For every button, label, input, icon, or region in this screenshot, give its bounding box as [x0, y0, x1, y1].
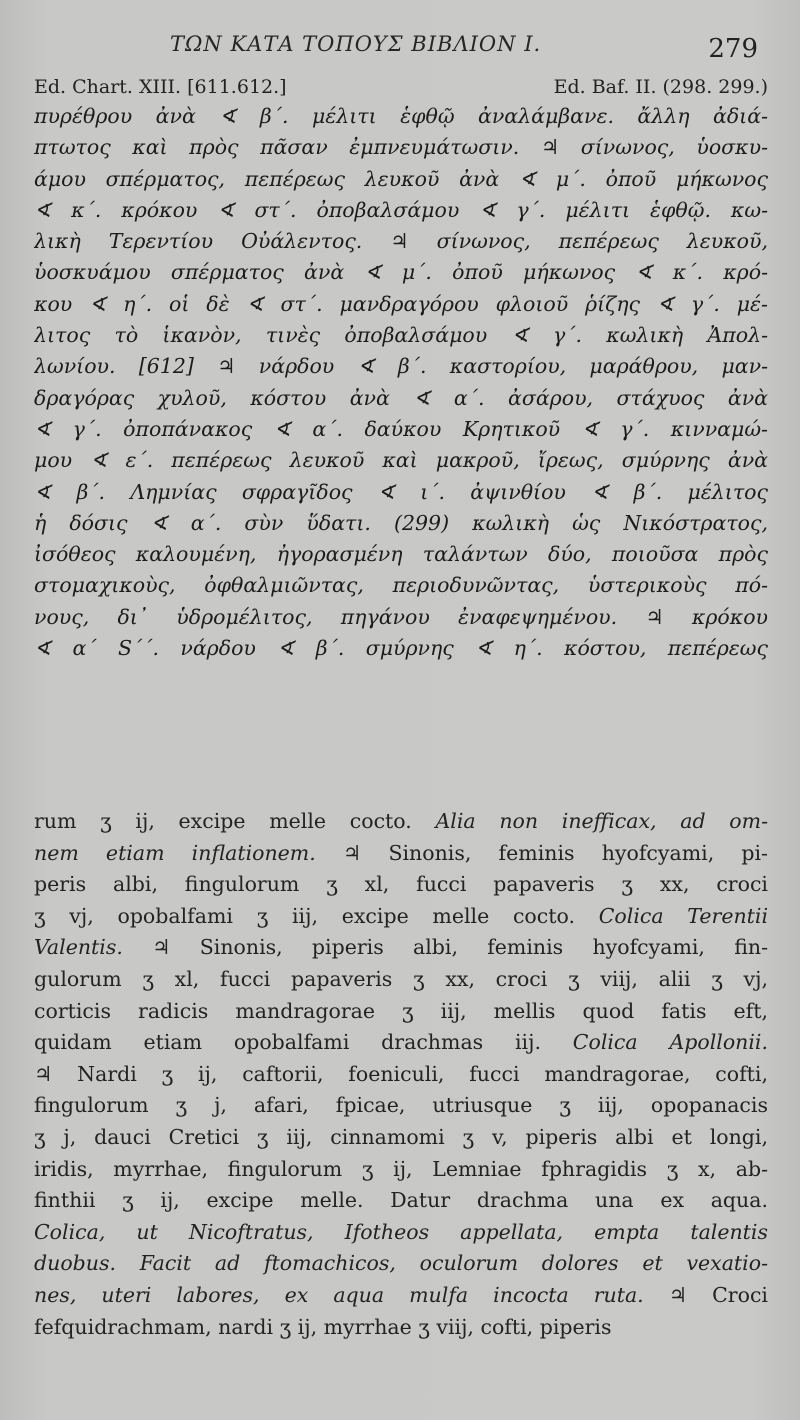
latin-text-line	[34, 1248, 768, 1280]
edition-reference-line	[34, 76, 768, 104]
latin-roman-segment: peris albi, fingulorum ʒ xl, fucci papaveris ʒ xx, croci	[34, 872, 768, 897]
latin-italic-segment: duobus. Facit ad ftomachicos, oculorum dolores et vexatio-	[34, 1251, 768, 1276]
latin-roman-segment: ♃ Sinonis, feminis hyofcyami, pi-	[342, 840, 768, 865]
greek-text-line: ἰσόθεος καλουμένη, ἠγορασμένη ταλάντων δύο, ποιοῦσα πρὸς	[34, 542, 768, 567]
greek-text-line: πυρέθρου ἀνὰ ∢ β΄. μέλιτι ἑφθῷ ἀναλάμβανε. ἄλλη ἀδιά-	[34, 104, 768, 128]
latin-text-line	[34, 901, 768, 933]
latin-roman-segment: quidam etiam opobalfami drachmas iij.	[34, 1030, 573, 1055]
latin-text-line	[34, 1027, 768, 1059]
latin-text-line	[34, 932, 768, 964]
greek-text-line: ὑοσκυάμου σπέρματος ἀνὰ ∢ μ΄. ὀποῦ μήκωνος ∢ κ΄. κρό-	[34, 260, 768, 285]
latin-roman-segment: gulorum ʒ xl, fucci papaveris ʒ xx, croci ʒ viij, alii ʒ vj,	[34, 966, 768, 991]
latin-italic-segment: Colica Terentii	[598, 903, 768, 928]
latin-italic-segment: Valentis.	[34, 935, 153, 960]
greek-text-line: άμου σπέρματος, πεπέρεως λευκοῦ ἀνὰ ∢ μ΄. ὀποῦ μήκωνος	[34, 166, 768, 191]
latin-text-line	[34, 869, 768, 901]
latin-roman-segment: ♃ Sinonis, piperis albi, feminis hyofcyami, fin-	[152, 935, 768, 960]
greek-text-line: ∢ β΄. Λημνίας σφραγῖδος ∢ ι΄. ἀψινθίου ∢ β΄. μέλιτος	[34, 479, 768, 504]
latin-text-line	[34, 838, 768, 870]
show-through-from-reverse-page	[40, 744, 760, 784]
page-number: 279	[708, 34, 758, 64]
latin-roman-segment: fingulorum ʒ j, afari, fpicae, utriusque ʒ iij, opopanacis	[34, 1093, 768, 1118]
running-title: ΤΩΝ ΚΑΤΑ ΤΟΠΟΥΣ ΒΙΒΛΙΟΝ Ι.	[170, 32, 542, 56]
latin-roman-segment: ʒ vj, opobalfami ʒ iij, excipe melle cocto.	[34, 903, 599, 928]
greek-text-line: λωνίου. [612] ♃ νάρδου ∢ β΄. καστορίου, μαράθρου, μαν-	[34, 354, 768, 379]
greek-text-line: μου ∢ ε΄. πεπέρεως λευκοῦ καὶ μακροῦ, ἴρεως, σμύρνης ἀνὰ	[34, 448, 768, 473]
latin-text-line	[34, 1154, 768, 1186]
greek-text-line: λιτος τὸ ἱκανὸν, τινὲς ὀποβαλσάμου ∢ γ΄. κωλικὴ Ἀπολ-	[34, 323, 768, 348]
latin-text-column	[34, 806, 768, 1343]
latin-text-line	[34, 996, 768, 1028]
latin-roman-segment: ʒ j, dauci Cretici ʒ iij, cinnamomi ʒ v, piperis albi et longi,	[34, 1124, 768, 1149]
latin-roman-segment: rum ʒ ij, excipe melle cocto.	[34, 809, 436, 833]
latin-roman-segment: ♃ Croci	[668, 1282, 768, 1307]
latin-text-line	[34, 1280, 768, 1312]
running-head	[0, 30, 800, 70]
edition-chartier-reference: Ed. Chart. XIII. [611.612.]	[34, 76, 287, 98]
latin-roman-segment: fefquidrachmam, nardi ʒ ij, myrrhae ʒ viij, cofti, piperis	[34, 1314, 612, 1339]
greek-text-line: πτωτος καὶ πρὸς πᾶσαν ἐμπνευμάτωσιν. ♃ σίνωνος, ὑοσκυ-	[34, 135, 768, 160]
latin-roman-segment: iridis, myrrhae, fingulorum ʒ ij, Lemniae fphragidis ʒ x, ab-	[34, 1156, 768, 1181]
latin-text-line	[34, 964, 768, 996]
greek-text-line: ∢ α΄ S΄΄. νάρδου ∢ β΄. σμύρνης ∢ η΄. κόστου, πεπέρεως	[34, 636, 768, 661]
greek-text-line: δραγόρας χυλοῦ, κόστου ἀνὰ ∢ α΄. ἀσάρου, στάχυος ἀνὰ	[34, 385, 768, 410]
greek-text-line: κου ∢ η΄. οἱ δὲ ∢ στ΄. μανδραγόρου φλοιοῦ ῥίζης ∢ γ΄. μέ-	[34, 291, 768, 316]
edition-basel-reference: Ed. Baf. II. (298. 299.)	[553, 76, 768, 98]
greek-text-line: ἡ δόσις ∢ α΄. σὺν ὕδατι. (299) κωλικὴ ὡς Νικόστρατος,	[34, 510, 768, 535]
latin-text-line	[34, 1122, 768, 1154]
latin-text-line	[34, 1217, 768, 1249]
greek-text-column	[34, 101, 768, 664]
latin-italic-segment: nes, uteri labores, ex aqua mulfa incocta ruta.	[34, 1282, 669, 1307]
latin-roman-segment: finthii ʒ ij, excipe melle. Datur drachma una ex aqua.	[34, 1188, 768, 1213]
latin-text-line	[34, 1059, 768, 1091]
latin-text-line	[34, 1312, 768, 1344]
latin-text-line	[34, 806, 768, 838]
latin-text-line	[34, 1185, 768, 1217]
greek-text-line: ∢ κ΄. κρόκου ∢ στ΄. ὀποβαλσάμου ∢ γ΄. μέλιτι ἑφθῷ. κω-	[34, 197, 768, 222]
latin-italic-segment: Colica Apollonii.	[572, 1030, 768, 1055]
latin-italic-segment: Colica, ut Nicoftratus, Ifotheos appellata, empta talentis	[34, 1219, 768, 1244]
latin-roman-segment: corticis radicis mandragorae ʒ iij, mellis quod fatis eft,	[34, 998, 768, 1023]
greek-text-line: λικὴ Τερεντίου Οὐάλεντος. ♃ σίνωνος, πεπέρεως λευκοῦ,	[34, 229, 768, 254]
greek-text-line: νους, δι᾽ ὑδρομέλιτος, πηγάνου ἐναφεψημένου. ♃ κρόκου	[34, 604, 768, 629]
latin-italic-segment: nem etiam inflationem.	[34, 840, 343, 865]
greek-text-line: στομαχικοὺς, ὀφθαλμιῶντας, περιοδυνῶντας, ὑστερικοὺς πό-	[34, 573, 768, 598]
latin-roman-segment: ♃ Nardi ʒ ij, caftorii, foeniculi, fucci mandragorae, cofti,	[34, 1061, 768, 1086]
latin-text-line	[34, 1090, 768, 1122]
greek-text-line: ∢ γ΄. ὀποπάνακος ∢ α΄. δαύκου Κρητικοῦ ∢ γ΄. κινναμώ-	[34, 416, 768, 441]
latin-italic-segment: Alia non inefficax, ad om-	[435, 809, 768, 833]
